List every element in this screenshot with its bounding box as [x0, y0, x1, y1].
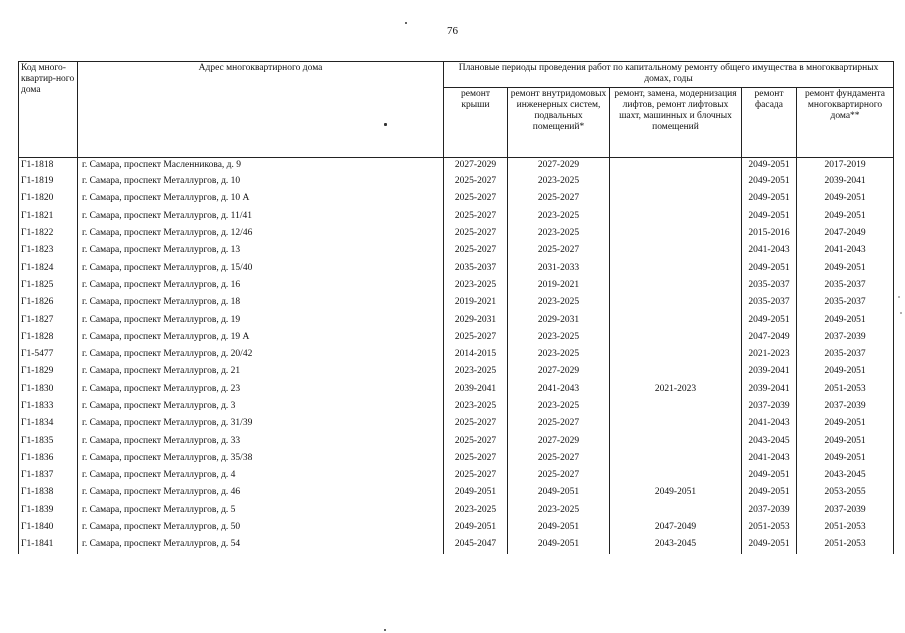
cell-engineering: 2049-2051	[508, 519, 610, 536]
cell-roof: 2025-2027	[444, 225, 508, 242]
cell-elevators: 2021-2023	[610, 381, 742, 398]
cell-roof: 2023-2025	[444, 363, 508, 380]
cell-foundation: 2051-2053	[797, 536, 894, 553]
cell-engineering: 2023-2025	[508, 225, 610, 242]
table-row	[19, 432, 894, 449]
cell-facade: 2037-2039	[742, 398, 797, 415]
cell-address: г. Самара, проспект Металлургов, д. 21	[78, 363, 444, 380]
table-row	[19, 208, 894, 225]
table-row	[19, 519, 894, 536]
cell-roof: 2023-2025	[444, 277, 508, 294]
cell-foundation: 2035-2037	[797, 277, 894, 294]
cell-code: Г1-1837	[19, 467, 78, 484]
cell-elevators	[610, 329, 742, 346]
cell-address: г. Самара, проспект Металлургов, д. 3	[78, 398, 444, 415]
cell-elevators	[610, 467, 742, 484]
cell-facade: 2041-2043	[742, 415, 797, 432]
cell-elevators: 2047-2049	[610, 519, 742, 536]
table-row	[19, 277, 894, 294]
table-row	[19, 381, 894, 398]
cell-elevators	[610, 277, 742, 294]
header-row-top	[19, 62, 894, 88]
header-code: Код много-квартир-ного дома	[19, 62, 78, 158]
cell-roof: 2039-2041	[444, 381, 508, 398]
cell-elevators	[610, 502, 742, 519]
cell-address: г. Самара, проспект Металлургов, д. 10 А	[78, 190, 444, 207]
cell-address: г. Самара, проспект Металлургов, д. 12/46	[78, 225, 444, 242]
table-row	[19, 173, 894, 190]
cell-elevators	[610, 415, 742, 432]
header-foundation: ремонт фундамента многоквартирного дома**	[797, 87, 894, 157]
cell-facade: 2049-2051	[742, 158, 797, 174]
table-row	[19, 259, 894, 276]
cell-roof: 2027-2029	[444, 158, 508, 174]
cell-roof: 2023-2025	[444, 502, 508, 519]
cell-elevators	[610, 294, 742, 311]
cell-roof: 2025-2027	[444, 208, 508, 225]
cell-engineering: 2025-2027	[508, 450, 610, 467]
cell-roof: 2025-2027	[444, 242, 508, 259]
cell-engineering: 2041-2043	[508, 381, 610, 398]
cell-address: г. Самара, проспект Масленникова, д. 9	[78, 158, 444, 174]
cell-address: г. Самара, проспект Металлургов, д. 20/42	[78, 346, 444, 363]
cell-elevators	[610, 346, 742, 363]
cell-engineering: 2027-2029	[508, 158, 610, 174]
cell-roof: 2049-2051	[444, 519, 508, 536]
cell-address: г. Самара, проспект Металлургов, д. 31/39	[78, 415, 444, 432]
cell-code: Г1-1829	[19, 363, 78, 380]
cell-code: Г1-1819	[19, 173, 78, 190]
cell-facade: 2049-2051	[742, 208, 797, 225]
cell-engineering: 2023-2025	[508, 329, 610, 346]
cell-foundation: 2017-2019	[797, 158, 894, 174]
cell-foundation: 2049-2051	[797, 311, 894, 328]
scan-speck	[898, 296, 900, 298]
cell-facade: 2047-2049	[742, 329, 797, 346]
cell-foundation: 2037-2039	[797, 398, 894, 415]
cell-facade: 2037-2039	[742, 502, 797, 519]
cell-elevators	[610, 190, 742, 207]
cell-engineering: 2025-2027	[508, 467, 610, 484]
cell-foundation: 2035-2037	[797, 294, 894, 311]
cell-engineering: 2049-2051	[508, 484, 610, 501]
table-row	[19, 415, 894, 432]
cell-foundation: 2049-2051	[797, 432, 894, 449]
cell-address: г. Самара, проспект Металлургов, д. 19	[78, 311, 444, 328]
cell-elevators: 2049-2051	[610, 484, 742, 501]
cell-roof: 2035-2037	[444, 259, 508, 276]
table-row	[19, 242, 894, 259]
cell-engineering: 2019-2021	[508, 277, 610, 294]
cell-roof: 2029-2031	[444, 311, 508, 328]
cell-facade: 2049-2051	[742, 536, 797, 553]
header-periods: Плановые периоды проведения работ по капитальному ремонту общего имущества в многоквартирных домах, годы	[444, 62, 894, 88]
cell-elevators	[610, 432, 742, 449]
cell-code: Г1-1826	[19, 294, 78, 311]
cell-facade: 2035-2037	[742, 277, 797, 294]
cell-foundation: 2049-2051	[797, 208, 894, 225]
cell-facade: 2035-2037	[742, 294, 797, 311]
cell-elevators	[610, 450, 742, 467]
cell-engineering: 2023-2025	[508, 173, 610, 190]
cell-roof: 2049-2051	[444, 484, 508, 501]
cell-roof: 2025-2027	[444, 173, 508, 190]
table-row	[19, 536, 894, 553]
cell-foundation: 2049-2051	[797, 190, 894, 207]
header-roof: ремонт крыши	[444, 87, 508, 157]
cell-engineering: 2031-2033	[508, 259, 610, 276]
table-row	[19, 502, 894, 519]
table-row	[19, 398, 894, 415]
cell-foundation: 2049-2051	[797, 259, 894, 276]
scan-speck	[384, 629, 386, 631]
table-row	[19, 484, 894, 501]
cell-code: Г1-1836	[19, 450, 78, 467]
cell-facade: 2049-2051	[742, 311, 797, 328]
table-body	[19, 158, 894, 554]
cell-code: Г1-1834	[19, 415, 78, 432]
scan-speck	[405, 22, 407, 24]
cell-roof: 2025-2027	[444, 415, 508, 432]
cell-address: г. Самара, проспект Металлургов, д. 11/41	[78, 208, 444, 225]
cell-engineering: 2023-2025	[508, 346, 610, 363]
cell-facade: 2015-2016	[742, 225, 797, 242]
cell-address: г. Самара, проспект Металлургов, д. 5	[78, 502, 444, 519]
cell-code: Г1-1839	[19, 502, 78, 519]
cell-elevators	[610, 242, 742, 259]
cell-facade: 2021-2023	[742, 346, 797, 363]
scan-speck	[900, 312, 902, 314]
cell-address: г. Самара, проспект Металлургов, д. 18	[78, 294, 444, 311]
cell-elevators	[610, 208, 742, 225]
cell-elevators	[610, 158, 742, 174]
cell-code: Г1-1824	[19, 259, 78, 276]
cell-facade: 2049-2051	[742, 259, 797, 276]
cell-code: Г1-1822	[19, 225, 78, 242]
cell-engineering: 2023-2025	[508, 398, 610, 415]
table-row	[19, 346, 894, 363]
cell-facade: 2041-2043	[742, 450, 797, 467]
cell-engineering: 2023-2025	[508, 294, 610, 311]
capital-repair-schedule-table	[18, 61, 894, 554]
cell-address: г. Самара, проспект Металлургов, д. 16	[78, 277, 444, 294]
cell-address: г. Самара, проспект Металлургов, д. 35/38	[78, 450, 444, 467]
scan-speck	[384, 123, 387, 126]
cell-elevators	[610, 173, 742, 190]
cell-roof: 2023-2025	[444, 398, 508, 415]
cell-address: г. Самара, проспект Металлургов, д. 46	[78, 484, 444, 501]
cell-foundation: 2043-2045	[797, 467, 894, 484]
cell-foundation: 2049-2051	[797, 415, 894, 432]
cell-engineering: 2029-2031	[508, 311, 610, 328]
cell-code: Г1-1830	[19, 381, 78, 398]
cell-engineering: 2027-2029	[508, 363, 610, 380]
cell-foundation: 2037-2039	[797, 502, 894, 519]
table-row	[19, 467, 894, 484]
cell-engineering: 2025-2027	[508, 242, 610, 259]
cell-engineering: 2025-2027	[508, 190, 610, 207]
cell-facade: 2049-2051	[742, 467, 797, 484]
table-row	[19, 329, 894, 346]
cell-roof: 2025-2027	[444, 450, 508, 467]
cell-address: г. Самара, проспект Металлургов, д. 19 А	[78, 329, 444, 346]
cell-address: г. Самара, проспект Металлургов, д. 54	[78, 536, 444, 553]
table-row	[19, 311, 894, 328]
cell-elevators	[610, 311, 742, 328]
cell-code: Г1-1821	[19, 208, 78, 225]
cell-foundation: 2051-2053	[797, 519, 894, 536]
header-engineering: ремонт внутридомовых инженерных систем, подвальных помещений*	[508, 87, 610, 157]
cell-elevators	[610, 363, 742, 380]
cell-address: г. Самара, проспект Металлургов, д. 13	[78, 242, 444, 259]
cell-address: г. Самара, проспект Металлургов, д. 33	[78, 432, 444, 449]
header-facade: ремонт фасада	[742, 87, 797, 157]
cell-code: Г1-1820	[19, 190, 78, 207]
cell-address: г. Самара, проспект Металлургов, д. 4	[78, 467, 444, 484]
cell-facade: 2041-2043	[742, 242, 797, 259]
cell-facade: 2049-2051	[742, 173, 797, 190]
cell-engineering: 2027-2029	[508, 432, 610, 449]
cell-foundation: 2047-2049	[797, 225, 894, 242]
cell-engineering: 2023-2025	[508, 208, 610, 225]
cell-code: Г1-1823	[19, 242, 78, 259]
table-row	[19, 363, 894, 380]
cell-roof: 2019-2021	[444, 294, 508, 311]
cell-roof: 2025-2027	[444, 190, 508, 207]
header-address: Адрес многоквартирного дома	[78, 62, 444, 158]
cell-foundation: 2039-2041	[797, 173, 894, 190]
cell-roof: 2045-2047	[444, 536, 508, 553]
cell-engineering: 2049-2051	[508, 536, 610, 553]
cell-address: г. Самара, проспект Металлургов, д. 15/40	[78, 259, 444, 276]
cell-foundation: 2049-2051	[797, 363, 894, 380]
cell-elevators	[610, 259, 742, 276]
cell-roof: 2025-2027	[444, 329, 508, 346]
cell-code: Г1-1840	[19, 519, 78, 536]
cell-code: Г1-1833	[19, 398, 78, 415]
table-row	[19, 225, 894, 242]
cell-roof: 2025-2027	[444, 432, 508, 449]
cell-facade: 2049-2051	[742, 484, 797, 501]
cell-foundation: 2041-2043	[797, 242, 894, 259]
cell-elevators	[610, 225, 742, 242]
cell-foundation: 2035-2037	[797, 346, 894, 363]
cell-address: г. Самара, проспект Металлургов, д. 10	[78, 173, 444, 190]
cell-engineering: 2025-2027	[508, 415, 610, 432]
table-row	[19, 294, 894, 311]
cell-facade: 2043-2045	[742, 432, 797, 449]
page-number: 76	[447, 25, 458, 37]
cell-facade: 2051-2053	[742, 519, 797, 536]
cell-foundation: 2049-2051	[797, 450, 894, 467]
header-elevators: ремонт, замена, модернизация лифтов, ремонт лифтовых шахт, машинных и блочных помещений	[610, 87, 742, 157]
cell-code: Г1-5477	[19, 346, 78, 363]
cell-elevators	[610, 398, 742, 415]
cell-foundation: 2053-2055	[797, 484, 894, 501]
cell-code: Г1-1825	[19, 277, 78, 294]
cell-facade: 2049-2051	[742, 190, 797, 207]
cell-address: г. Самара, проспект Металлургов, д. 50	[78, 519, 444, 536]
cell-roof: 2014-2015	[444, 346, 508, 363]
cell-code: Г1-1835	[19, 432, 78, 449]
cell-facade: 2039-2041	[742, 381, 797, 398]
cell-engineering: 2023-2025	[508, 502, 610, 519]
cell-code: Г1-1818	[19, 158, 78, 174]
cell-address: г. Самара, проспект Металлургов, д. 23	[78, 381, 444, 398]
cell-facade: 2039-2041	[742, 363, 797, 380]
cell-code: Г1-1828	[19, 329, 78, 346]
table-row	[19, 450, 894, 467]
cell-foundation: 2037-2039	[797, 329, 894, 346]
cell-code: Г1-1827	[19, 311, 78, 328]
table-row	[19, 190, 894, 207]
cell-roof: 2025-2027	[444, 467, 508, 484]
cell-code: Г1-1838	[19, 484, 78, 501]
cell-code: Г1-1841	[19, 536, 78, 553]
cell-foundation: 2051-2053	[797, 381, 894, 398]
cell-elevators: 2043-2045	[610, 536, 742, 553]
table-row	[19, 158, 894, 174]
